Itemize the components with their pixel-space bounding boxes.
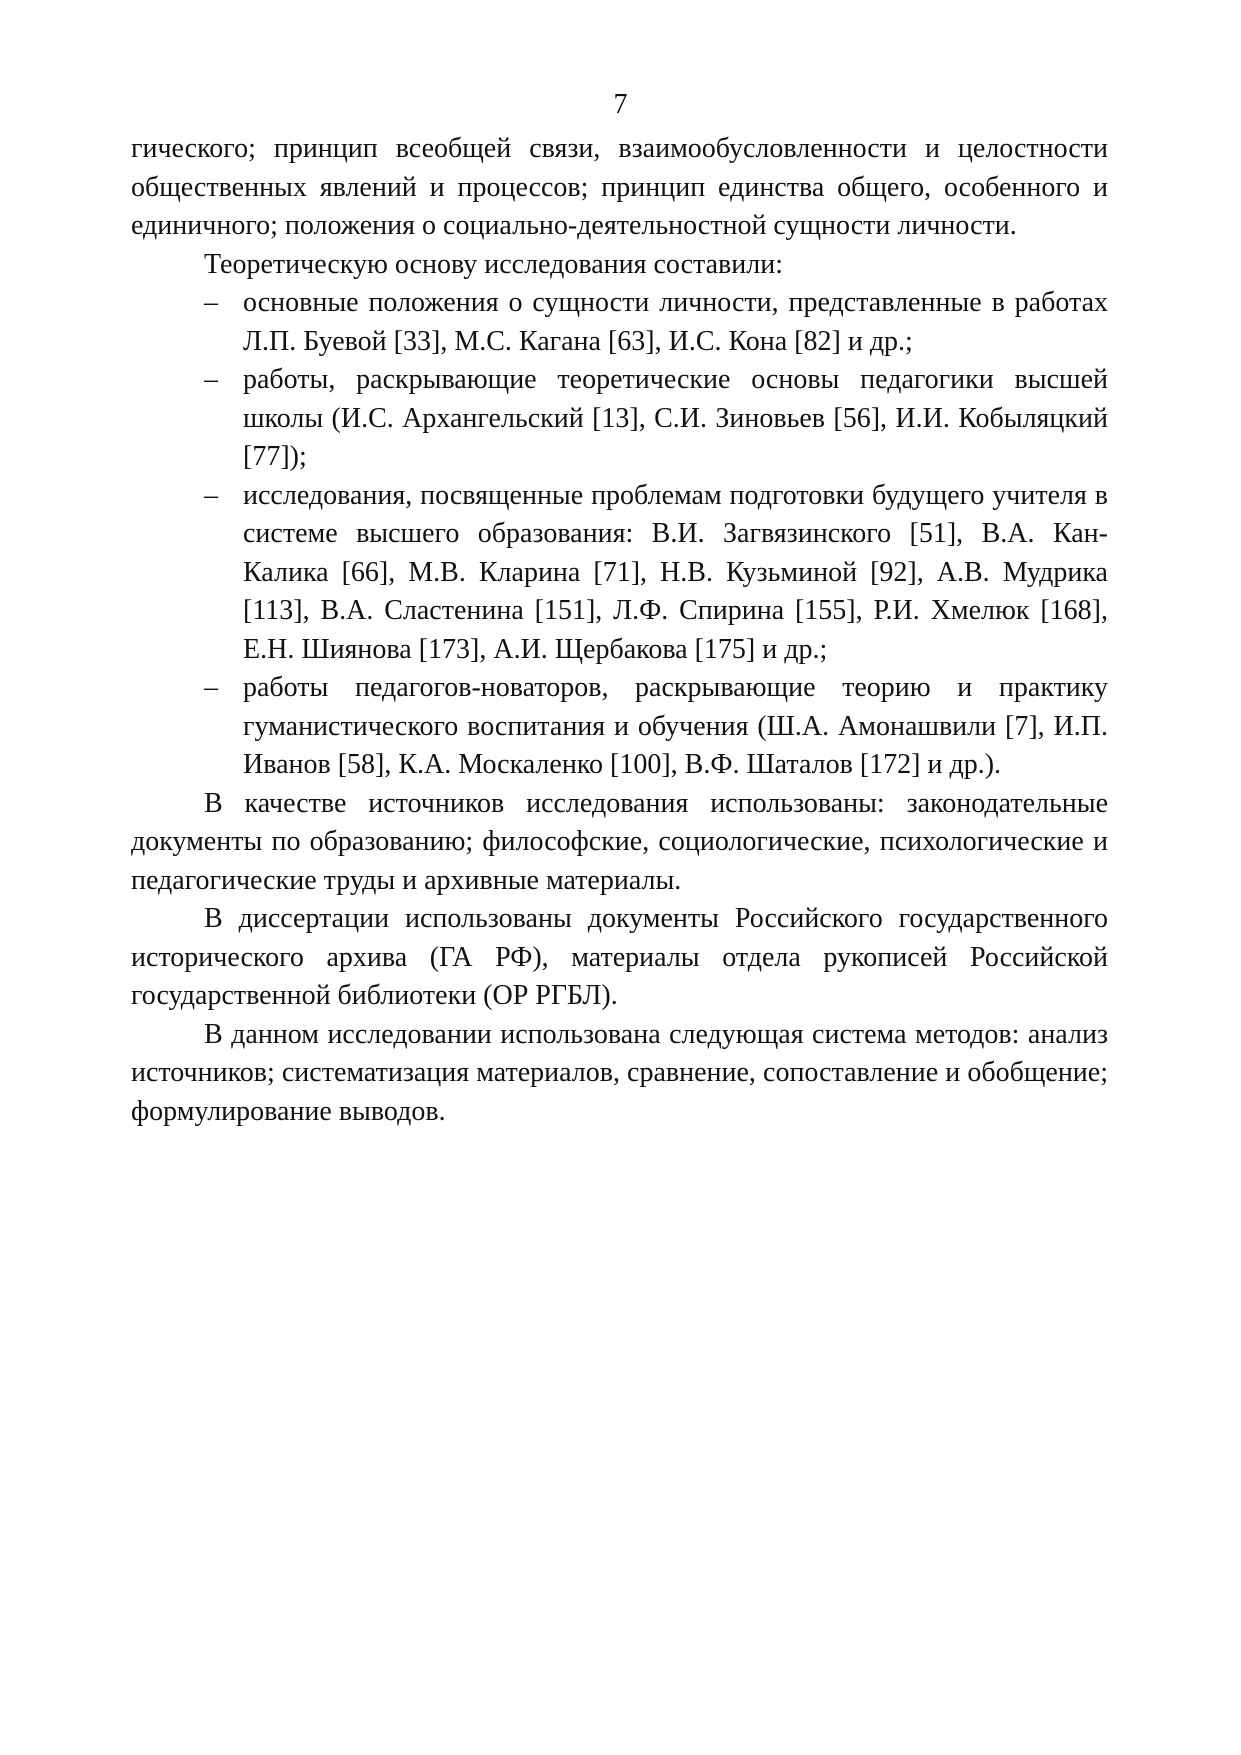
list-item [131, 284, 1108, 361]
theoretical-basis-list [131, 284, 1108, 785]
list-item [131, 669, 1108, 785]
list-dash-marker: – [204, 672, 218, 703]
list-item [131, 477, 1108, 670]
body-text [131, 130, 1108, 1131]
list-item-text: исследования, посвященные проблемам подготовки будущего учителя в системе высшего образования: В.И. Загвязинского [51], В.А. Кан-Калика [66], М.В. Кларина [71], Н.В. Кузьминой [92], А.В. Мудрика [113], В.А. Сластенина [151], Л.Ф. Спирина [155], Р.И. Хмелюк [168], Е.Н. Шиянова [173], А.И. Щербакова [175] и др.; [243, 479, 1108, 665]
list-dash-marker: – [204, 287, 218, 318]
paragraph-principles-continued: гического; принцип всеобщей связи, взаимообусловленности и целостности общественных явлений и процессов; принцип единства общего, особенного и единичного; положения о социально-деятельностной сущности личности. [131, 133, 1108, 241]
list-dash-marker: – [204, 479, 218, 511]
list-item [131, 361, 1108, 477]
paragraph-theoretical-basis-intro: Теоретическую основу исследования составили: [204, 248, 783, 280]
list-item-text: основные положения о сущности личности, представленные в работах Л.П. Буевой [33], М.С. Кагана [63], И.С. Кона [82] и др.; [243, 287, 1108, 357]
list-item-text: работы, раскрывающие теоретические основы педагогики высшей школы (И.С. Архангельский [13], С.И. Зиновьев [56], И.И. Кобыляцкий [77]); [243, 364, 1108, 472]
paragraph-archive-documents: В диссертации использованы документы Российского государственного исторического архива (ГА РФ), материалы отдела рукописей Российской государственной библиотеки (ОР РГБЛ). [131, 903, 1108, 1011]
paragraph-research-sources: В качестве источников исследования использованы: законодательные документы по образованию; философские, социологические, психологические и педагогические труды и архивные материалы. [131, 787, 1108, 896]
list-item-text: работы педагогов-новаторов, раскрывающие теорию и практику гуманистического воспитания и обучения (Ш.А. Амонашвили [7], И.П. Иванов [58], К.А. Москаленко [100], В.Ф. Шаталов [172] и др.). [243, 672, 1108, 780]
paragraph-research-methods: В данном исследовании использована следующая система методов: анализ источников; систематизация материалов, сравнение, сопоставление и обобщение; формулирование выводов. [131, 1018, 1108, 1127]
page-number: 7 [613, 89, 628, 120]
list-dash-marker: – [204, 364, 218, 395]
